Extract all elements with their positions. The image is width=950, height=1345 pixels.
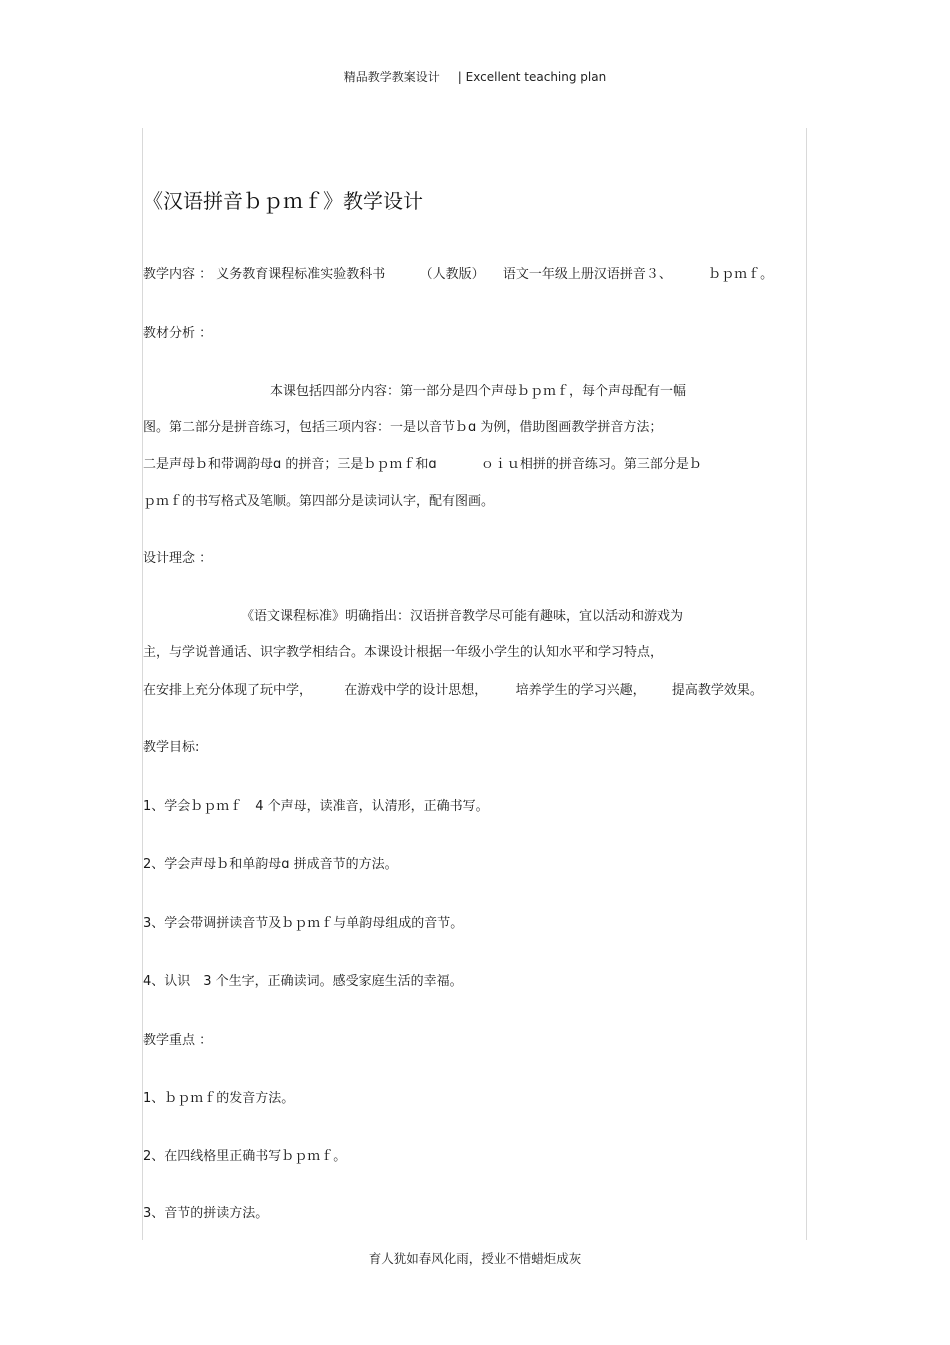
right-margin-rule bbox=[806, 128, 807, 1240]
analysis-line-2: 图。第二部分是拼音练习，包括三项内容：一是以音节ｂɑ 为例，借助图画教学拼音方法； bbox=[143, 420, 663, 435]
concept-heading: 设计理念 ： bbox=[143, 551, 213, 566]
analysis-line-3 bbox=[143, 453, 702, 472]
analysis-line-1: 本课包括四部分内容：第一部分是四个声母ｂｐｍｆ，每个声母配有一幅 bbox=[270, 384, 687, 399]
goal-item-3: 3、学会带调拼读音节及ｂｐｍｆ与单韵母组成的音节。 bbox=[143, 916, 464, 931]
concept-part-2: 在游戏中学的设计思想， bbox=[344, 683, 488, 698]
analysis-line-4: ｐｍｆ的书写格式及笔顺。第四部分是读词认字，配有图画。 bbox=[143, 494, 495, 509]
teaching-content-letters: ｂｐｍｆ。 bbox=[708, 267, 774, 282]
goals-heading: 教学目标: bbox=[143, 740, 200, 755]
concept-part-3: 培养学生的学习兴趣， bbox=[515, 683, 646, 698]
document-title: 《汉语拼音ｂｐｍｆ》教学设计 bbox=[143, 189, 423, 213]
analysis-line-3a: 二是声母ｂ和带调韵母ɑ 的拼音；三是ｂｐｍｆ和ɑ bbox=[143, 457, 437, 472]
teaching-content-text: 义务教育课程标准实验教科书 bbox=[216, 267, 386, 282]
header-chinese-title: 精品教学教案设计 bbox=[343, 70, 440, 84]
keypoint-item-1: 1、ｂｐｍｆ的发音方法。 bbox=[143, 1091, 295, 1106]
teaching-content-grade: 语文一年级上册汉语拼音３、 bbox=[502, 267, 672, 282]
page-footer: 育人犹如春风化雨，授业不惜蜡炬成灰 bbox=[368, 1251, 582, 1266]
concept-line-1: 《语文课程标准》明确指出：汉语拼音教学尽可能有趣味，宜以活动和游戏为 bbox=[241, 609, 684, 624]
goal-item-2: 2、学会声母ｂ和单韵母ɑ 拼成音节的方法。 bbox=[143, 857, 398, 872]
analysis-line-3b: ｏｉｕ相拼的拼音练习。第三部分是ｂ bbox=[480, 457, 702, 472]
concept-line-3 bbox=[143, 679, 763, 698]
concept-line-2: 主，与学说普通话、识字教学相结合。本课设计根据一年级小学生的认知水平和学习特点， bbox=[143, 645, 664, 660]
analysis-heading: 教材分析 ： bbox=[143, 326, 213, 341]
goal-item-1: 1、学会ｂｐｍｆ 4 个声母，读准音，认清形，正确书写。 bbox=[143, 799, 489, 814]
page-header bbox=[0, 68, 950, 85]
header-english-title: | Excellent teaching plan bbox=[457, 70, 607, 84]
keypoints-heading: 教学重点 ： bbox=[143, 1033, 213, 1048]
concept-part-1: 在安排上充分体现了玩中学， bbox=[143, 683, 313, 698]
keypoint-item-3: 3、音节的拼读方法。 bbox=[143, 1206, 269, 1221]
teaching-content-edition: （人教版） bbox=[419, 267, 485, 282]
teaching-content-line bbox=[143, 263, 773, 282]
goal-item-4: 4、认识 3 个生字，正确读词。感受家庭生活的幸福。 bbox=[143, 974, 463, 989]
concept-part-4: 提高教学效果。 bbox=[671, 683, 763, 698]
keypoint-item-2: 2、在四线格里正确书写ｂｐｍｆ。 bbox=[143, 1149, 347, 1164]
teaching-content-label: 教学内容 ： bbox=[143, 267, 213, 282]
